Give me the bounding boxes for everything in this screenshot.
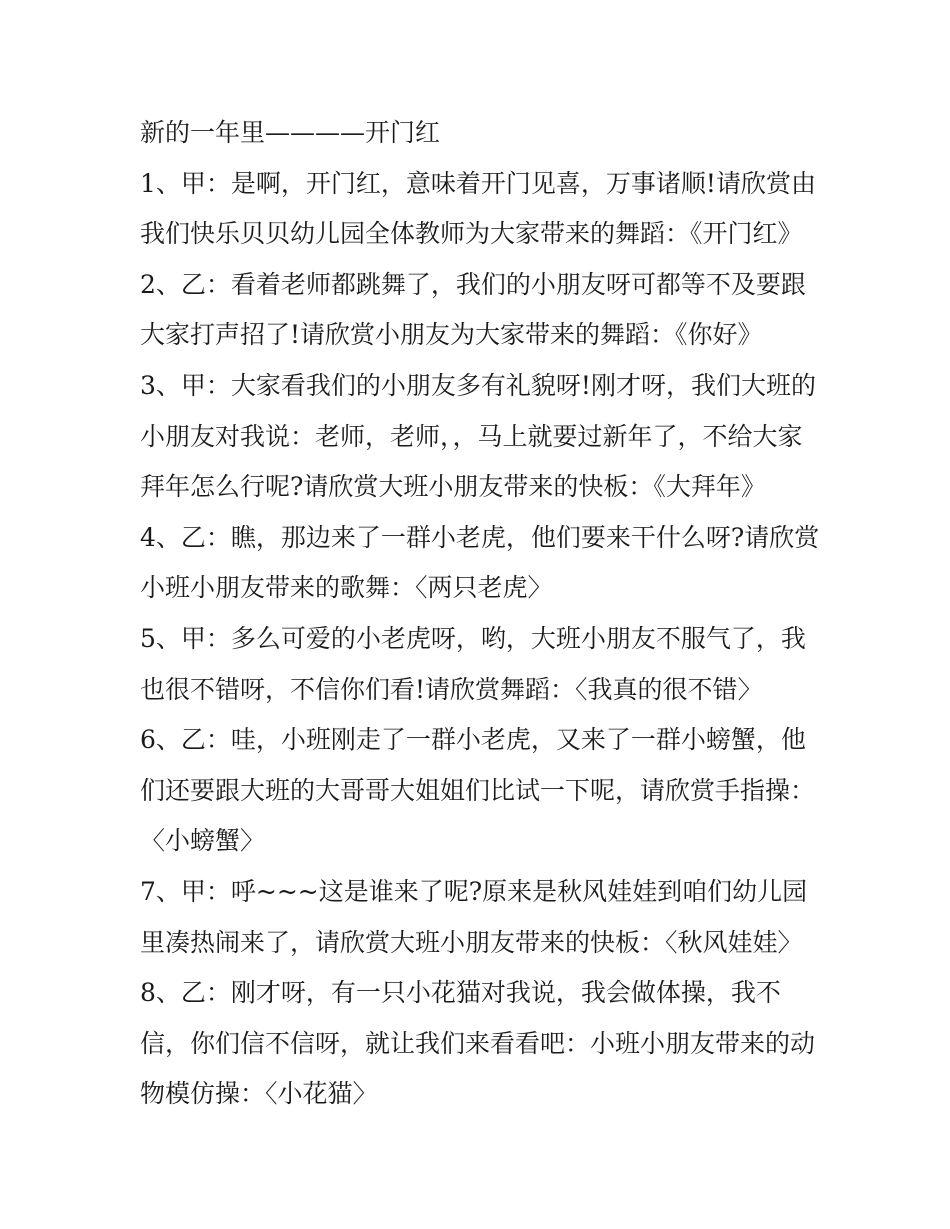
text-line: 4、乙：瞧，那边来了一群小老虎，他们要来干什么呀?请欣赏 xyxy=(140,522,820,552)
text-line: 们还要跟大班的大哥哥大姐姐们比试一下呢，请欣赏手指操： xyxy=(140,775,816,805)
text-line: 物模仿操：〈小花猫〉 xyxy=(140,1079,378,1109)
text-line: 也很不错呀，不信你们看!请欣赏舞蹈：〈我真的很不错〉 xyxy=(140,674,763,704)
document-body xyxy=(140,108,820,1120)
text-line: 小班小朋友带来的歌舞：〈两只老虎〉 xyxy=(140,573,553,603)
text-line: 7、甲：呼~~~这是谁来了呢?原来是秋风娃娃到咱们幼儿园 xyxy=(140,876,808,906)
text-line: 我们快乐贝贝幼儿园全体教师为大家带来的舞蹈：《开门红》 xyxy=(140,219,803,249)
text-line: 8、乙：刚才呀，有一只小花猫对我说，我会做体操，我不 xyxy=(140,978,781,1008)
text-line: 〈小螃蟹〉 xyxy=(140,826,266,856)
text-line: 里凑热闹来了，请欣赏大班小朋友带来的快板：〈秋风娃娃〉 xyxy=(140,927,803,957)
text-line: 信，你们信不信呀，就让我们来看看吧：小班小朋友带来的动 xyxy=(140,1028,816,1058)
text-line: 1、甲：是啊，开门红，意味着开门见喜，万事诸顺!请欣赏由 xyxy=(140,168,816,198)
text-line: 拜年怎么行呢?请欣赏大班小朋友带来的快板：《大拜年》 xyxy=(140,472,766,502)
text-line: 6、乙：哇，小班刚走了一群小老虎，又来了一群小螃蟹，他 xyxy=(140,725,806,755)
text-line: 小朋友对我说：老师，老师，，马上就要过新年了，不给大家 xyxy=(140,421,803,451)
text-line: 5、甲：多么可爱的小老虎呀，哟，大班小朋友不服气了，我 xyxy=(140,623,806,653)
text-line: 2、乙：看着老师都跳舞了，我们的小朋友呀可都等不及要跟 xyxy=(140,269,806,299)
document-title: 新的一年里————开门红 xyxy=(140,118,441,147)
text-line: 大家打声招了!请欣赏小朋友为大家带来的舞蹈：《你好》 xyxy=(140,320,763,350)
text-line: 3、甲：大家看我们的小朋友多有礼貌呀!刚才呀，我们大班的 xyxy=(140,370,816,400)
